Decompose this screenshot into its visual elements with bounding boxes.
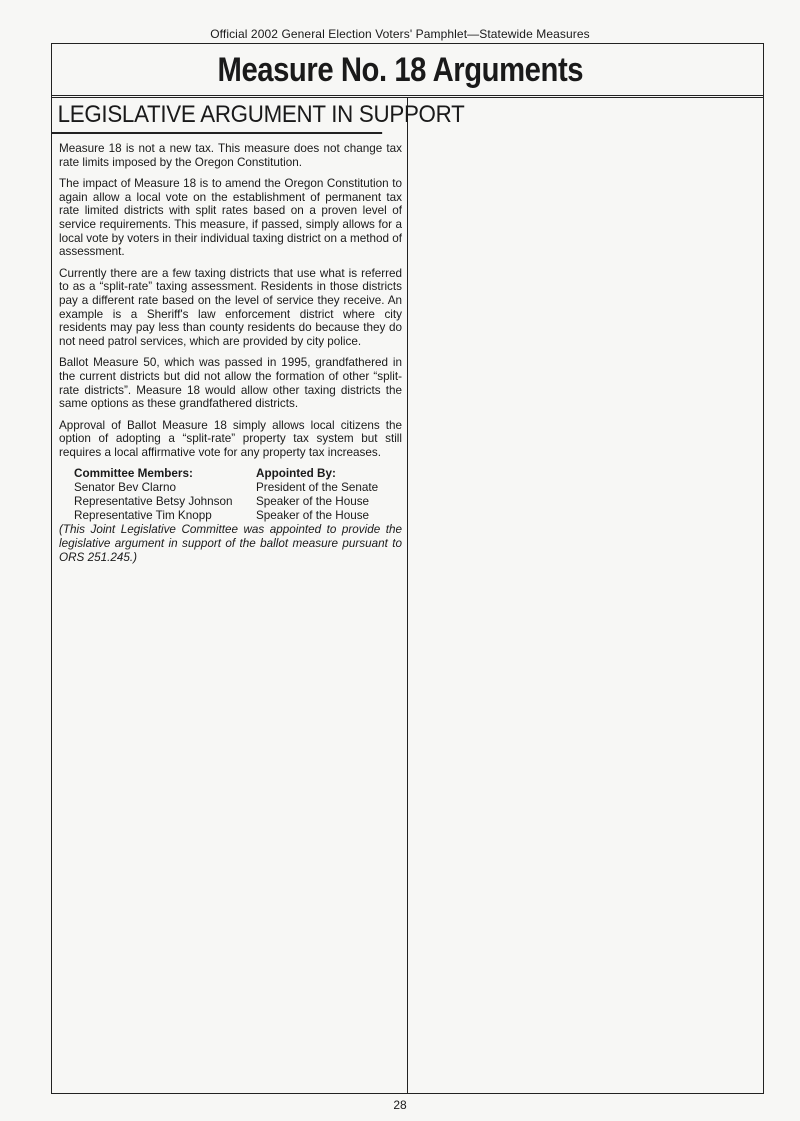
section-heading: LEGISLATIVE ARGUMENT IN SUPPORT (52, 98, 382, 134)
appointed-by: Speaker of the House (256, 509, 370, 523)
title-bar (52, 44, 763, 98)
committee-row (74, 481, 402, 495)
running-header: Official 2002 General Election Voters' Pamphlet—Statewide Measures (210, 27, 590, 41)
appointed-by: Speaker of the House (256, 495, 370, 509)
paragraph: Approval of Ballot Measure 18 simply allows local citizens the option of adopting a “split-rate” property tax system but still requires a local affirmative vote for any property tax increases. (59, 418, 402, 459)
argument-body (52, 134, 407, 564)
page-number: 28 (393, 1098, 407, 1112)
page-frame (51, 43, 764, 1094)
empty-column (408, 98, 763, 1093)
appointed-by: President of the Senate (256, 481, 379, 495)
page-title: Measure No. 18 Arguments (217, 51, 583, 89)
committee-table (74, 467, 402, 523)
paragraph: Currently there are a few taxing districts that use what is referred to as a “split-rate” taxing assessment. Residents in those districts pay a different rate based on the level of service they receive. An example is a Sheriff's law enforcement district where city residents may pay less than county residents do because they do not need patrol services, which are provided by city police. (59, 266, 402, 348)
members-header: Committee Members: (74, 467, 193, 481)
argument-column (52, 98, 465, 1093)
committee-member: Representative Tim Knopp (74, 509, 212, 523)
paragraph: Ballot Measure 50, which was passed in 1995, grandfathered in the current districts but did not allow the formation of other “split-rate districts”. Measure 18 would allow other taxing districts the same options as these grandfathered districts. (59, 356, 402, 411)
paragraph: The impact of Measure 18 is to amend the Oregon Constitution to again allow a local vote on the establishment of permanent tax rate limited districts with split rates based on a proven level of service requirements. This measure, if passed, simply allows for a local vote by voters in their individual taxing district on a method of assessment. (59, 177, 403, 259)
committee-row (74, 495, 402, 509)
committee-row (74, 509, 402, 523)
committee-member: Senator Bev Clarno (74, 481, 176, 495)
footnote: (This Joint Legislative Committee was appointed to provide the legislative argument in support of the ballot measure pursuant to ORS 251.245.) (59, 523, 402, 564)
committee-header-row (74, 467, 402, 481)
paragraph: Measure 18 is not a new tax. This measure does not change tax rate limits imposed by the Oregon Constitution. (59, 142, 402, 169)
committee-member: Representative Betsy Johnson (74, 495, 233, 509)
appointed-header: Appointed By: (256, 467, 336, 481)
